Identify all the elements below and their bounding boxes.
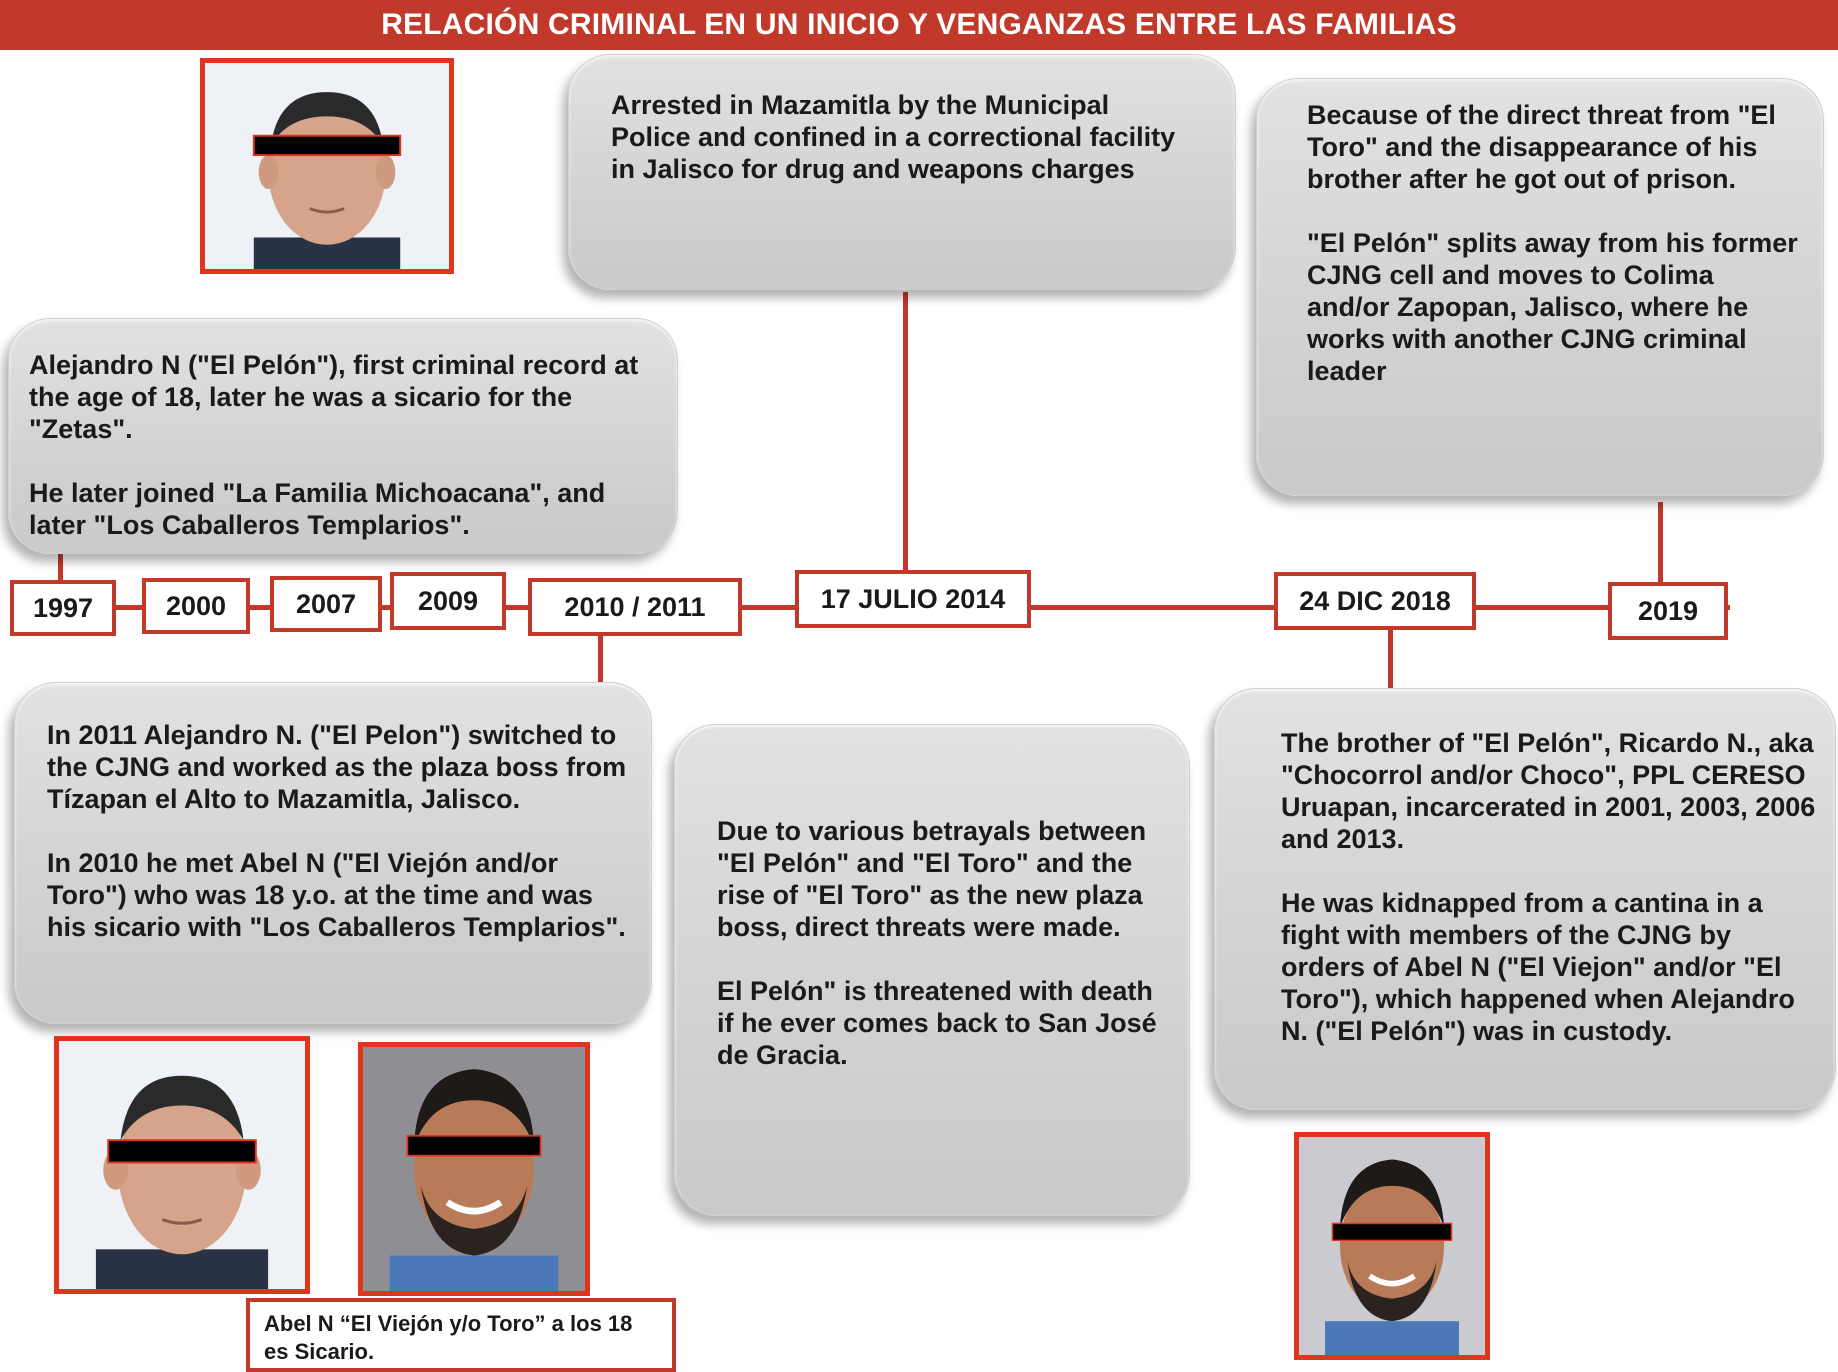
photo-caption-abel bbox=[246, 1298, 676, 1372]
threat-text-1: Because of the direct threat from "El Toro" and the disappearance of his brother after he got out of prison. bbox=[1307, 100, 1776, 194]
alejandro-early-text-2: He later joined "La Familia Michoacana", and later "Los Caballeros Templarios". bbox=[29, 478, 606, 540]
timeline-year-2018: 24 DIC 2018 bbox=[1274, 572, 1476, 630]
portrait-abel-toro-icon bbox=[363, 1047, 585, 1291]
alejandro-early-record-box bbox=[8, 318, 678, 554]
timeline-year-2014: 17 JULIO 2014 bbox=[795, 570, 1031, 628]
timeline-year-2000: 2000 bbox=[142, 578, 250, 634]
timeline-year-2007: 2007 bbox=[270, 576, 382, 632]
timeline-year-2009: 2009 bbox=[390, 572, 506, 630]
cjng-switch-text-1: In 2011 Alejandro N. ("El Pelon") switched to the CJNG and worked as the plaza boss from Tízapan el Alto to Mazamitla, Jalisco. bbox=[47, 720, 627, 814]
caption-line-1: Abel N “El Viejón y/o Toro” a los 18 bbox=[264, 1311, 633, 1336]
photo-abel-toro-young bbox=[358, 1042, 590, 1296]
brother-text-1: The brother of "El Pelón", Ricardo N., aka "Chocorrol and/or Choco", PPL CERESO Uruapan, incarcerated in 2001, 2003, 2006 and 2013. bbox=[1281, 728, 1816, 854]
page-title: RELACIÓN CRIMINAL EN UN INICIO Y VENGANZAS ENTRE LAS FAMILIAS bbox=[381, 8, 1457, 41]
photo-el-pelon-bottom bbox=[54, 1036, 310, 1294]
alejandro-early-text-1: Alejandro N ("El Pelón"), first criminal record at the age of 18, later he was a sicario for the "Zetas". bbox=[29, 350, 639, 444]
caption-line-2: es Sicario. bbox=[264, 1339, 375, 1364]
photo-el-pelon-top bbox=[200, 58, 454, 274]
cjng-switch-text-2: In 2010 he met Abel N ("El Viejón and/or Toro") who was 18 y.o. at the time and was his sicario with "Los Caballeros Templarios". bbox=[47, 848, 626, 942]
connector-2010 bbox=[598, 632, 603, 682]
betrayal-threat-box bbox=[674, 724, 1190, 1216]
threat-text-2: "El Pelón" splits away from his former CJNG cell and moves to Colima and/or Zapopan, Jalisco, where he works with another CJNG criminal leader bbox=[1307, 228, 1798, 386]
timeline-year-2019: 2019 bbox=[1608, 582, 1728, 640]
arrest-text: Arrested in Mazamitla by the Municipal Police and confined in a correctional facility in Jalisco for drug and weapons charges bbox=[611, 90, 1176, 184]
connector-2014 bbox=[903, 292, 908, 570]
threat-split-box bbox=[1256, 78, 1824, 496]
brother-text-2: He was kidnapped from a cantina in a fight with members of the CJNG by orders of Abel N ("El Viejon" and/or "El Toro"), which happened when Alejandro N. ("El Pelón") was in custody. bbox=[1281, 888, 1795, 1046]
connector-2019 bbox=[1658, 502, 1663, 584]
betrayal-text-2: El Pelón" is threatened with death if he ever comes back to San José de Gracia. bbox=[717, 976, 1157, 1070]
timeline-year-2010-2011: 2010 / 2011 bbox=[528, 578, 742, 636]
connector-2018 bbox=[1388, 628, 1393, 688]
timeline-year-1997: 1997 bbox=[10, 580, 116, 636]
title-banner bbox=[0, 0, 1838, 50]
betrayal-text-1: Due to various betrayals between "El Pelón" and "El Toro" and the rise of "El Toro" as the new plaza boss, direct threats were made. bbox=[717, 816, 1147, 942]
cjng-switch-box bbox=[14, 682, 652, 1024]
arrest-mazamitla-box bbox=[568, 54, 1236, 290]
portrait-el-pelon-icon bbox=[205, 63, 449, 269]
brother-kidnapping-box bbox=[1214, 688, 1836, 1110]
portrait-abel-toro-2-icon bbox=[1299, 1137, 1485, 1355]
portrait-el-pelon-2-icon bbox=[59, 1041, 305, 1289]
photo-abel-toro-recent bbox=[1294, 1132, 1490, 1360]
